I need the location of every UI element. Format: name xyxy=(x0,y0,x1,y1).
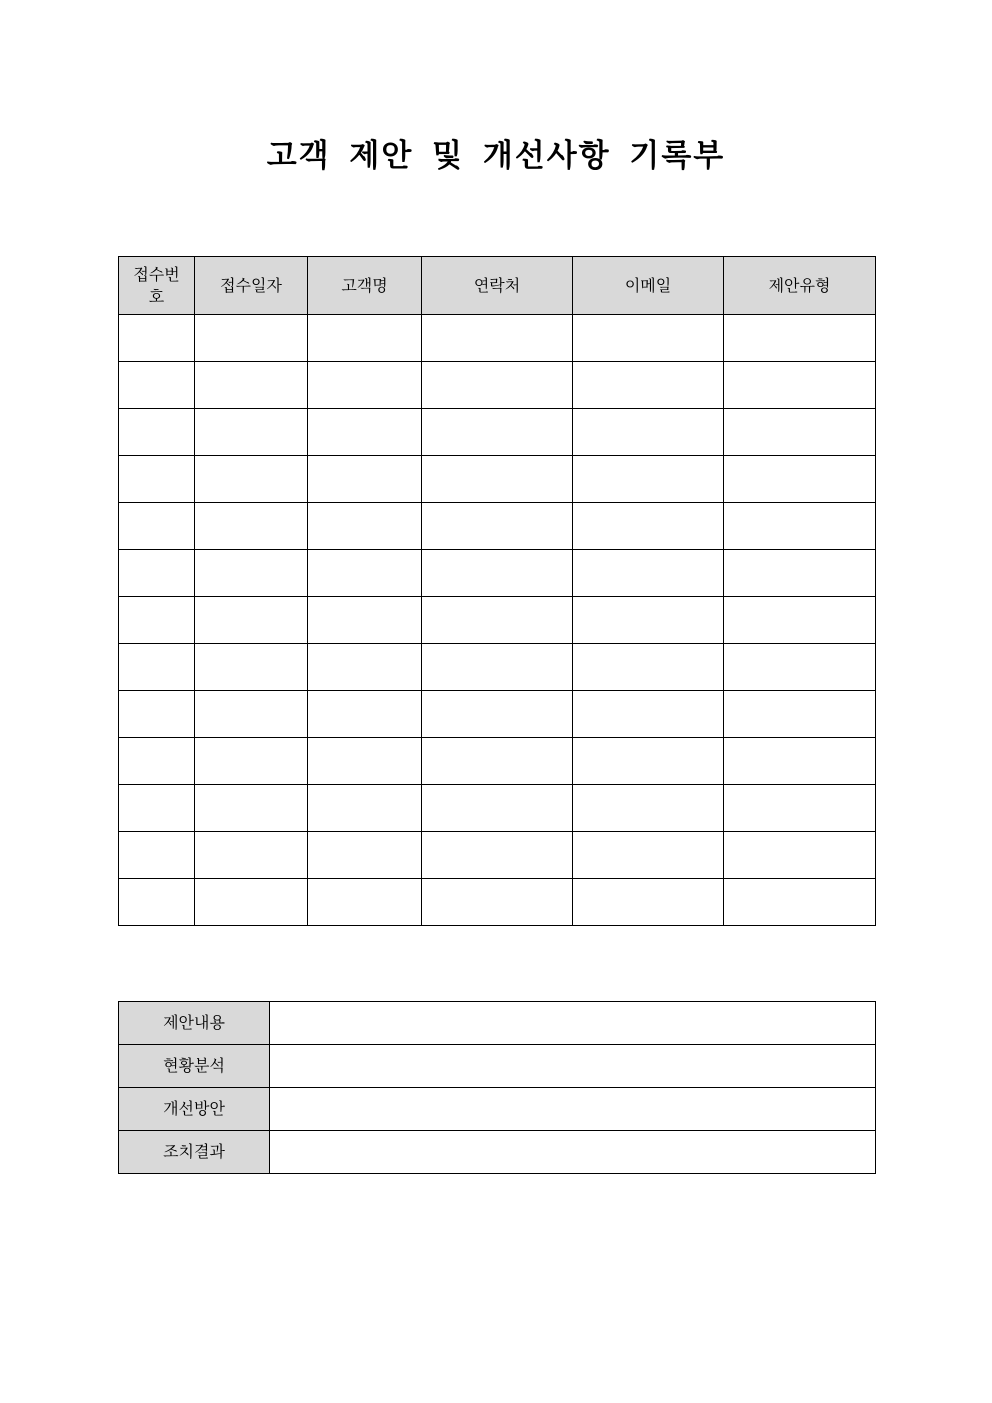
label-improvement-plan: 개선방안 xyxy=(119,1088,270,1131)
table-row xyxy=(119,832,876,879)
field-suggestion-content[interactable] xyxy=(270,1002,876,1045)
cell-customer-name[interactable] xyxy=(308,644,422,691)
table-row xyxy=(119,738,876,785)
cell-email[interactable] xyxy=(573,503,724,550)
cell-suggestion-type[interactable] xyxy=(724,362,876,409)
cell-email[interactable] xyxy=(573,691,724,738)
field-action-result[interactable] xyxy=(270,1131,876,1174)
cell-email[interactable] xyxy=(573,362,724,409)
detail-row xyxy=(119,1002,876,1045)
table-row xyxy=(119,315,876,362)
cell-contact[interactable] xyxy=(422,409,573,456)
header-receipt-number-line1: 접수번 xyxy=(133,264,180,284)
field-improvement-plan[interactable] xyxy=(270,1088,876,1131)
cell-suggestion-type[interactable] xyxy=(724,503,876,550)
cell-suggestion-type[interactable] xyxy=(724,644,876,691)
header-contact: 연락처 xyxy=(422,257,573,315)
suggestion-log-body xyxy=(119,315,876,926)
cell-suggestion-type[interactable] xyxy=(724,456,876,503)
cell-receipt-number[interactable] xyxy=(119,644,195,691)
header-email: 이메일 xyxy=(573,257,724,315)
cell-suggestion-type[interactable] xyxy=(724,409,876,456)
table-row xyxy=(119,644,876,691)
table-row xyxy=(119,785,876,832)
cell-email[interactable] xyxy=(573,550,724,597)
header-receipt-number-line2: 호 xyxy=(148,286,165,306)
cell-contact[interactable] xyxy=(422,879,573,926)
cell-customer-name[interactable] xyxy=(308,362,422,409)
cell-receipt-number[interactable] xyxy=(119,315,195,362)
table-row xyxy=(119,409,876,456)
cell-receipt-date[interactable] xyxy=(195,597,308,644)
cell-receipt-number[interactable] xyxy=(119,550,195,597)
suggestion-log-table xyxy=(118,256,876,926)
cell-contact[interactable] xyxy=(422,550,573,597)
cell-receipt-date[interactable] xyxy=(195,879,308,926)
header-customer-name: 고객명 xyxy=(308,257,422,315)
cell-contact[interactable] xyxy=(422,362,573,409)
cell-suggestion-type[interactable] xyxy=(724,785,876,832)
cell-customer-name[interactable] xyxy=(308,503,422,550)
table-header-row xyxy=(119,257,876,315)
cell-receipt-number[interactable] xyxy=(119,691,195,738)
cell-email[interactable] xyxy=(573,644,724,691)
cell-suggestion-type[interactable] xyxy=(724,597,876,644)
cell-customer-name[interactable] xyxy=(308,738,422,785)
cell-email[interactable] xyxy=(573,315,724,362)
cell-receipt-date[interactable] xyxy=(195,785,308,832)
cell-email[interactable] xyxy=(573,409,724,456)
detail-row xyxy=(119,1088,876,1131)
cell-suggestion-type[interactable] xyxy=(724,315,876,362)
cell-receipt-number[interactable] xyxy=(119,832,195,879)
cell-contact[interactable] xyxy=(422,456,573,503)
cell-receipt-date[interactable] xyxy=(195,409,308,456)
cell-receipt-number[interactable] xyxy=(119,362,195,409)
cell-receipt-date[interactable] xyxy=(195,362,308,409)
cell-contact[interactable] xyxy=(422,691,573,738)
cell-contact[interactable] xyxy=(422,503,573,550)
suggestion-detail-table xyxy=(118,1001,876,1174)
cell-receipt-date[interactable] xyxy=(195,738,308,785)
label-suggestion-content: 제안내용 xyxy=(119,1002,270,1045)
cell-receipt-number[interactable] xyxy=(119,409,195,456)
header-receipt-number xyxy=(119,257,195,315)
cell-receipt-date[interactable] xyxy=(195,315,308,362)
cell-contact[interactable] xyxy=(422,315,573,362)
cell-customer-name[interactable] xyxy=(308,550,422,597)
cell-customer-name[interactable] xyxy=(308,785,422,832)
table-row xyxy=(119,879,876,926)
cell-receipt-number[interactable] xyxy=(119,503,195,550)
cell-suggestion-type[interactable] xyxy=(724,691,876,738)
cell-email[interactable] xyxy=(573,879,724,926)
cell-customer-name[interactable] xyxy=(308,879,422,926)
detail-row xyxy=(119,1131,876,1174)
header-receipt-date: 접수일자 xyxy=(195,257,308,315)
cell-receipt-date[interactable] xyxy=(195,456,308,503)
label-status-analysis: 현황분석 xyxy=(119,1045,270,1088)
cell-receipt-date[interactable] xyxy=(195,550,308,597)
cell-receipt-date[interactable] xyxy=(195,503,308,550)
cell-receipt-number[interactable] xyxy=(119,879,195,926)
cell-customer-name[interactable] xyxy=(308,597,422,644)
cell-contact[interactable] xyxy=(422,785,573,832)
table-row xyxy=(119,362,876,409)
cell-suggestion-type[interactable] xyxy=(724,550,876,597)
label-action-result: 조치결과 xyxy=(119,1131,270,1174)
page-title: 고객 제안 및 개선사항 기록부 xyxy=(266,138,726,174)
field-status-analysis[interactable] xyxy=(270,1045,876,1088)
cell-contact[interactable] xyxy=(422,738,573,785)
cell-customer-name[interactable] xyxy=(308,409,422,456)
cell-suggestion-type[interactable] xyxy=(724,832,876,879)
cell-receipt-number[interactable] xyxy=(119,597,195,644)
detail-row xyxy=(119,1045,876,1088)
table-row xyxy=(119,691,876,738)
table-row xyxy=(119,456,876,503)
cell-receipt-number[interactable] xyxy=(119,456,195,503)
cell-contact[interactable] xyxy=(422,832,573,879)
cell-email[interactable] xyxy=(573,785,724,832)
cell-suggestion-type[interactable] xyxy=(724,879,876,926)
cell-contact[interactable] xyxy=(422,597,573,644)
cell-customer-name[interactable] xyxy=(308,456,422,503)
cell-receipt-date[interactable] xyxy=(195,691,308,738)
cell-email[interactable] xyxy=(573,832,724,879)
cell-receipt-number[interactable] xyxy=(119,785,195,832)
cell-email[interactable] xyxy=(573,597,724,644)
cell-receipt-number[interactable] xyxy=(119,738,195,785)
cell-contact[interactable] xyxy=(422,644,573,691)
table-row xyxy=(119,550,876,597)
cell-suggestion-type[interactable] xyxy=(724,738,876,785)
cell-customer-name[interactable] xyxy=(308,691,422,738)
cell-customer-name[interactable] xyxy=(308,832,422,879)
table-row xyxy=(119,503,876,550)
header-suggestion-type: 제안유형 xyxy=(724,257,876,315)
cell-email[interactable] xyxy=(573,456,724,503)
cell-receipt-date[interactable] xyxy=(195,644,308,691)
table-row xyxy=(119,597,876,644)
cell-customer-name[interactable] xyxy=(308,315,422,362)
cell-receipt-date[interactable] xyxy=(195,832,308,879)
cell-email[interactable] xyxy=(573,738,724,785)
